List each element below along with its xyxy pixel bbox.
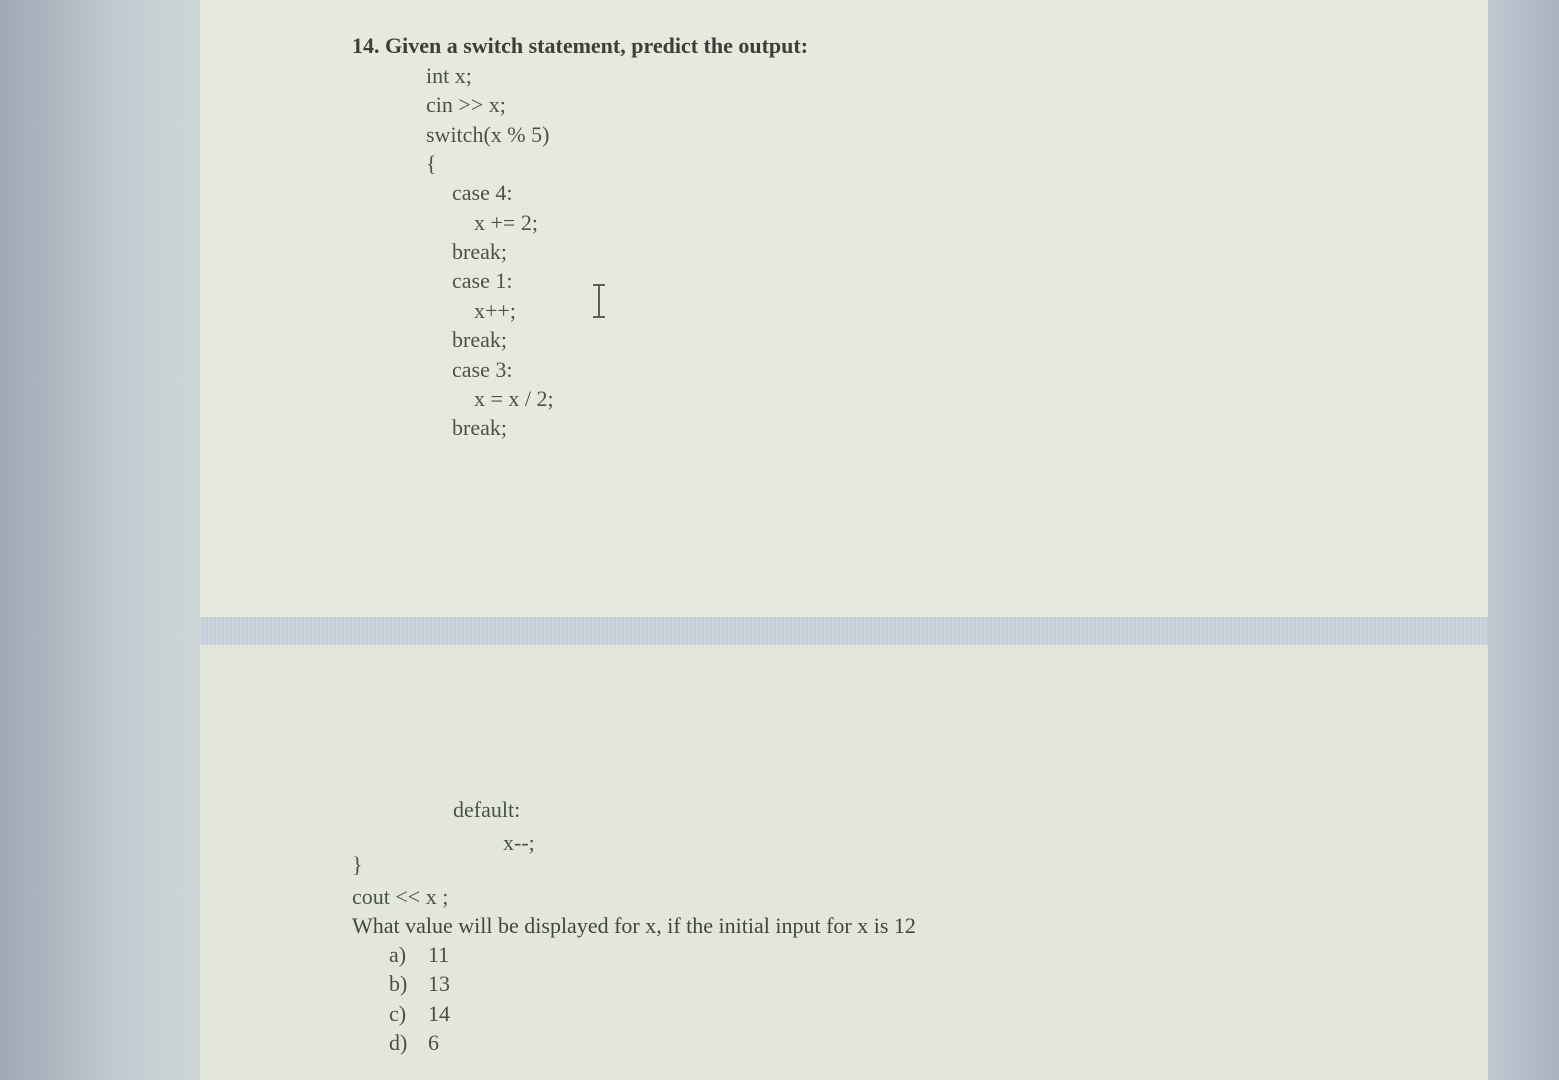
code-line-case-3: case 3: xyxy=(452,357,513,382)
code-line-break-3: break; xyxy=(452,415,507,440)
code-line-halve: x = x / 2; xyxy=(474,386,554,411)
code-line-add-2: x += 2; xyxy=(474,210,538,235)
code-line-switch: switch(x % 5) xyxy=(426,122,550,147)
option-d-letter: d) xyxy=(389,1030,408,1055)
option-c-letter: c) xyxy=(389,1001,407,1026)
option-b-value: 13 xyxy=(428,971,450,996)
code-line-declare: int x; xyxy=(426,63,472,88)
code-line-input: cin >> x; xyxy=(426,92,506,117)
option-c-value: 14 xyxy=(428,1001,450,1026)
option-d-value: 6 xyxy=(428,1030,439,1055)
question-heading: 14. Given a switch statement, predict the output: xyxy=(352,33,809,58)
option-a-letter: a) xyxy=(389,942,407,967)
code-line-case-4: case 4: xyxy=(452,180,513,205)
code-line-open-brace: { xyxy=(426,151,437,176)
code-line-break-1: break; xyxy=(452,239,507,264)
page-gap xyxy=(200,617,1488,645)
text-cursor-icon xyxy=(592,284,606,318)
code-line-output: cout << x ; xyxy=(352,884,449,909)
code-line-break-2: break; xyxy=(452,327,507,352)
code-line-close-brace: } xyxy=(352,852,363,877)
option-a-value: 11 xyxy=(428,942,450,967)
code-line-increment: x++; xyxy=(474,298,516,323)
code-line-decrement: x--; xyxy=(503,830,535,855)
code-line-default: default: xyxy=(453,797,521,822)
question-prompt: What value will be displayed for x, if the initial input for x is 12 xyxy=(352,913,916,938)
page-sheet-top xyxy=(200,0,1488,617)
code-line-case-1: case 1: xyxy=(452,268,513,293)
option-b-letter: b) xyxy=(389,971,408,996)
